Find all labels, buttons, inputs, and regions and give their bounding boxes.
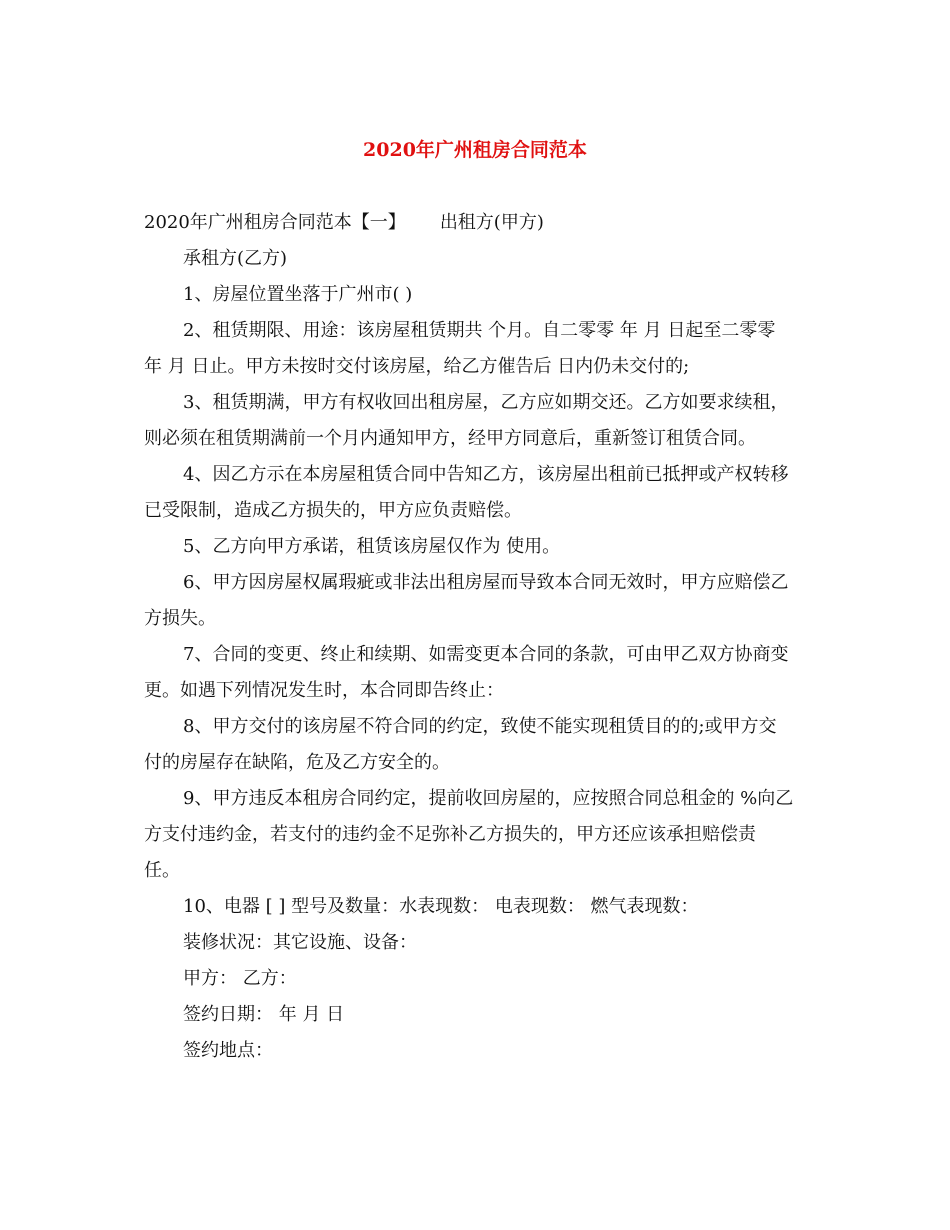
clause-1 xyxy=(144,277,806,313)
clause-5 xyxy=(144,529,806,565)
clause-line: 方损失。 xyxy=(144,608,216,629)
clause-8 xyxy=(144,709,806,781)
clause-line: 已受限制，造成乙方损失的，甲方应负责赔偿。 xyxy=(144,500,522,521)
contract-subtitle: 2020年广州租房合同范本【一】 xyxy=(144,212,406,233)
decoration-status-line: 装修状况：其它设施、设备： xyxy=(183,932,417,953)
document-title: 2020年广州租房合同范本 xyxy=(363,139,587,161)
contract-heading xyxy=(144,205,806,241)
clause-6 xyxy=(144,565,806,637)
clause-line: 5、乙方向甲方承诺，租赁该房屋仅作为 使用。 xyxy=(183,536,561,557)
clause-3 xyxy=(144,385,806,457)
signature-parties-line: 甲方： 乙方： xyxy=(183,968,297,989)
clause-line: 3、租赁期满，甲方有权收回出租房屋，乙方应如期交还。乙方如要求续租， xyxy=(183,392,789,413)
clause-line: 7、合同的变更、终止和续期、如需变更本合同的条款，可由甲乙双方协商变 xyxy=(183,644,789,665)
clause-line: 则必须在租赁期满前一个月内通知甲方，经甲方同意后，重新签订租赁合同。 xyxy=(144,428,756,449)
signing-place-line: 签约地点： xyxy=(183,1040,273,1061)
clause-line: 方支付违约金，若支付的违约金不足弥补乙方损失的，甲方还应该承担赔偿责 xyxy=(144,824,756,845)
clause-10 xyxy=(144,889,806,925)
clause-9 xyxy=(144,781,806,889)
clause-line: 4、因乙方示在本房屋租赁合同中告知乙方，该房屋出租前已抵押或产权转移 xyxy=(183,464,789,485)
clause-7 xyxy=(144,637,806,709)
clause-line: 8、甲方交付的该房屋不符合同的约定，致使不能实现租赁目的的;或甲方交 xyxy=(183,716,777,737)
clause-4 xyxy=(144,457,806,529)
clause-2 xyxy=(144,313,806,385)
clause-line: 9、甲方违反本租房合同约定，提前收回房屋的，应按照合同总租金的 %向乙 xyxy=(183,788,794,809)
lessor-label: 出租方(甲方) xyxy=(439,212,544,233)
clause-line: 2、租赁期限、用途：该房屋租赁期共 个月。自二零零 年 月 日起至二零零 xyxy=(183,320,776,341)
clause-line: 更。如遇下列情况发生时，本合同即告终止： xyxy=(144,680,504,701)
clause-line: 1、房屋位置坐落于广州市( ) xyxy=(183,284,413,305)
clause-line: 年 月 日止。甲方未按时交付该房屋，给乙方催告后 日内仍未交付的; xyxy=(144,356,690,377)
clause-line: 付的房屋存在缺陷，危及乙方安全的。 xyxy=(144,752,450,773)
clause-line: 任。 xyxy=(144,860,180,881)
clause-line: 6、甲方因房屋权属瑕疵或非法出租房屋而导致本合同无效时，甲方应赔偿乙 xyxy=(183,572,789,593)
signing-date-line: 签约日期： 年 月 日 xyxy=(183,1004,345,1025)
lessee-label: 承租方(乙方) xyxy=(183,248,288,269)
document-body xyxy=(144,205,806,1069)
clause-line: 10、电器 [ ] 型号及数量：水表现数： 电表现数： 燃气表现数： xyxy=(183,896,699,917)
